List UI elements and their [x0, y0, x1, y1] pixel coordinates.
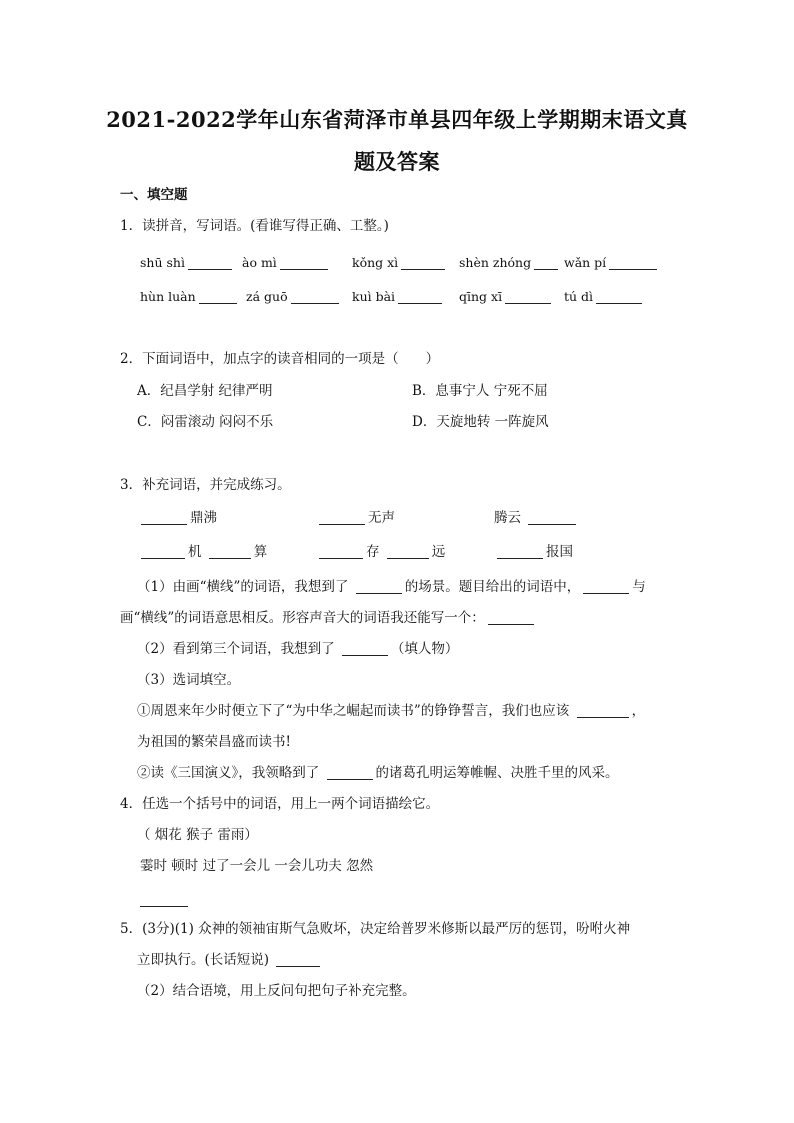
q5-line2: 立即执行。(长话短说): [137, 951, 323, 969]
doc-title-line2: 题及答案: [354, 149, 440, 174]
idiom-text: 无声: [368, 510, 395, 526]
pinyin-text: tú dì: [564, 289, 594, 304]
pinyin-item: [459, 288, 554, 306]
idiom-text: 机: [188, 544, 202, 560]
answer-blank: [199, 289, 237, 304]
q3-sub3: （3）选词填空。: [137, 672, 241, 688]
answer-blank: [356, 579, 402, 594]
q5-line3: （2）结合语境，用上反问句把句子补充完整。: [137, 983, 416, 999]
pinyin-text: wǎn pí: [564, 255, 607, 270]
answer-blank: [141, 510, 187, 525]
idiom-text: 报国: [546, 544, 573, 560]
answer-blank: [577, 703, 629, 718]
pinyin-item: [564, 254, 660, 272]
pinyin-text: hùn luàn: [140, 289, 196, 304]
pinyin-text: zá guō: [246, 289, 288, 304]
idiom-fill: [494, 509, 579, 527]
section-heading: 一、填空题: [120, 187, 188, 203]
pinyin-item: [352, 254, 448, 272]
q4-prompt: 4．任选一个括号中的词语，用上一两个词语描绘它。: [120, 796, 440, 812]
idiom-text: 腾云: [494, 510, 521, 526]
pinyin-text: kǒng xì: [352, 255, 399, 270]
pinyin-text: ào mì: [242, 255, 277, 270]
q3-sub3-item1-cont: 为祖国的繁荣昌盛而读书!: [137, 734, 291, 750]
pinyin-text: qīng xī: [459, 289, 503, 304]
answer-blank: [342, 641, 388, 656]
answer-blank: [280, 255, 328, 270]
q3-prompt: 3．补充词语，并完成练习。: [120, 477, 291, 493]
q4-options: （ 烟花 猴子 雷雨）: [137, 827, 258, 843]
answer-blank: [505, 289, 551, 304]
answer-blank: [209, 544, 251, 559]
answer-blank: [276, 952, 320, 967]
option-d: D．天旋地转 一阵旋风: [412, 414, 549, 430]
idiom-fill: [316, 543, 445, 561]
answer-blank: [327, 765, 373, 780]
q3-sub3-item2: ②读《三国演义》，我领略到了 的诸葛孔明运筹帷幄、决胜千里的风采。: [137, 765, 619, 781]
q3-sub1-cont: 画“横线”的词语意思相反。形容声音大的词语我还能写一个：: [120, 609, 537, 627]
q3-sub2: （2）看到第三个词语，我想到了 （填人物）: [137, 641, 459, 657]
pinyin-item: [459, 254, 561, 272]
option-c: C．闷雷滚动 闷闷不乐: [137, 414, 274, 430]
option-b: B．息事宁人 宁死不屈: [412, 383, 548, 399]
answer-blank: [140, 905, 188, 907]
answer-blank: [401, 255, 445, 270]
pinyin-text: kuì bài: [352, 289, 396, 304]
pinyin-item: [246, 288, 342, 306]
answer-blank: [387, 544, 429, 559]
idiom-text: 鼎沸: [190, 510, 217, 526]
pinyin-item: [140, 254, 235, 272]
pinyin-item: [352, 288, 445, 306]
q2-prompt: 2．下面词语中，加点字的读音相同的一项是（ ）: [120, 351, 440, 367]
idiom-fill: [494, 543, 573, 561]
pinyin-text: shū shì: [140, 255, 185, 270]
idiom-fill: [138, 543, 267, 561]
answer-blank: [528, 510, 576, 525]
q5-line1: 5．(3分)(1) 众神的领袖宙斯气急败坏，决定给普罗米修斯以最严厉的惩罚，吩咐火神: [120, 921, 631, 937]
answer-blank: [319, 510, 365, 525]
idiom-fill: [316, 509, 395, 527]
answer-blank: [583, 579, 629, 594]
answer-blank: [291, 289, 339, 304]
idiom-text: 存: [366, 544, 380, 560]
pinyin-text: shèn zhóng: [459, 255, 532, 270]
option-a: A．纪昌学射 纪律严明: [137, 383, 273, 399]
doc-title-line1: 2021-2022学年山东省菏泽市单县四年级上学期期末语文真: [106, 107, 688, 132]
answer-blank: [188, 255, 232, 270]
answer-blank: [609, 255, 657, 270]
pinyin-item: [140, 288, 240, 306]
answer-blank: [398, 289, 442, 304]
answer-blank: [488, 610, 534, 625]
answer-blank: [596, 289, 642, 304]
q3-sub3-item1: ①周恩来年少时便立下了“为中华之崛起而读书”的铮铮誓言，我们也应该 ，: [137, 703, 646, 719]
q4-words: 霎时 顿时 过了一会儿 一会儿功夫 忽然: [140, 858, 374, 874]
idiom-text: 远: [431, 544, 446, 560]
pinyin-item: [564, 288, 645, 306]
answer-blank: [497, 544, 543, 559]
answer-blank: [534, 255, 558, 270]
q3-sub1: （1）由画“横线”的词语，我想到了 的场景。题目给出的词语中， 与: [137, 579, 646, 595]
pinyin-item: [242, 254, 331, 272]
answer-blank: [319, 544, 363, 559]
idiom-text: 算: [253, 544, 268, 560]
idiom-fill: [138, 509, 217, 527]
answer-blank: [141, 544, 185, 559]
q1-prompt: 1．读拼音，写词语。(看谁写得正确、工整。): [120, 218, 389, 234]
